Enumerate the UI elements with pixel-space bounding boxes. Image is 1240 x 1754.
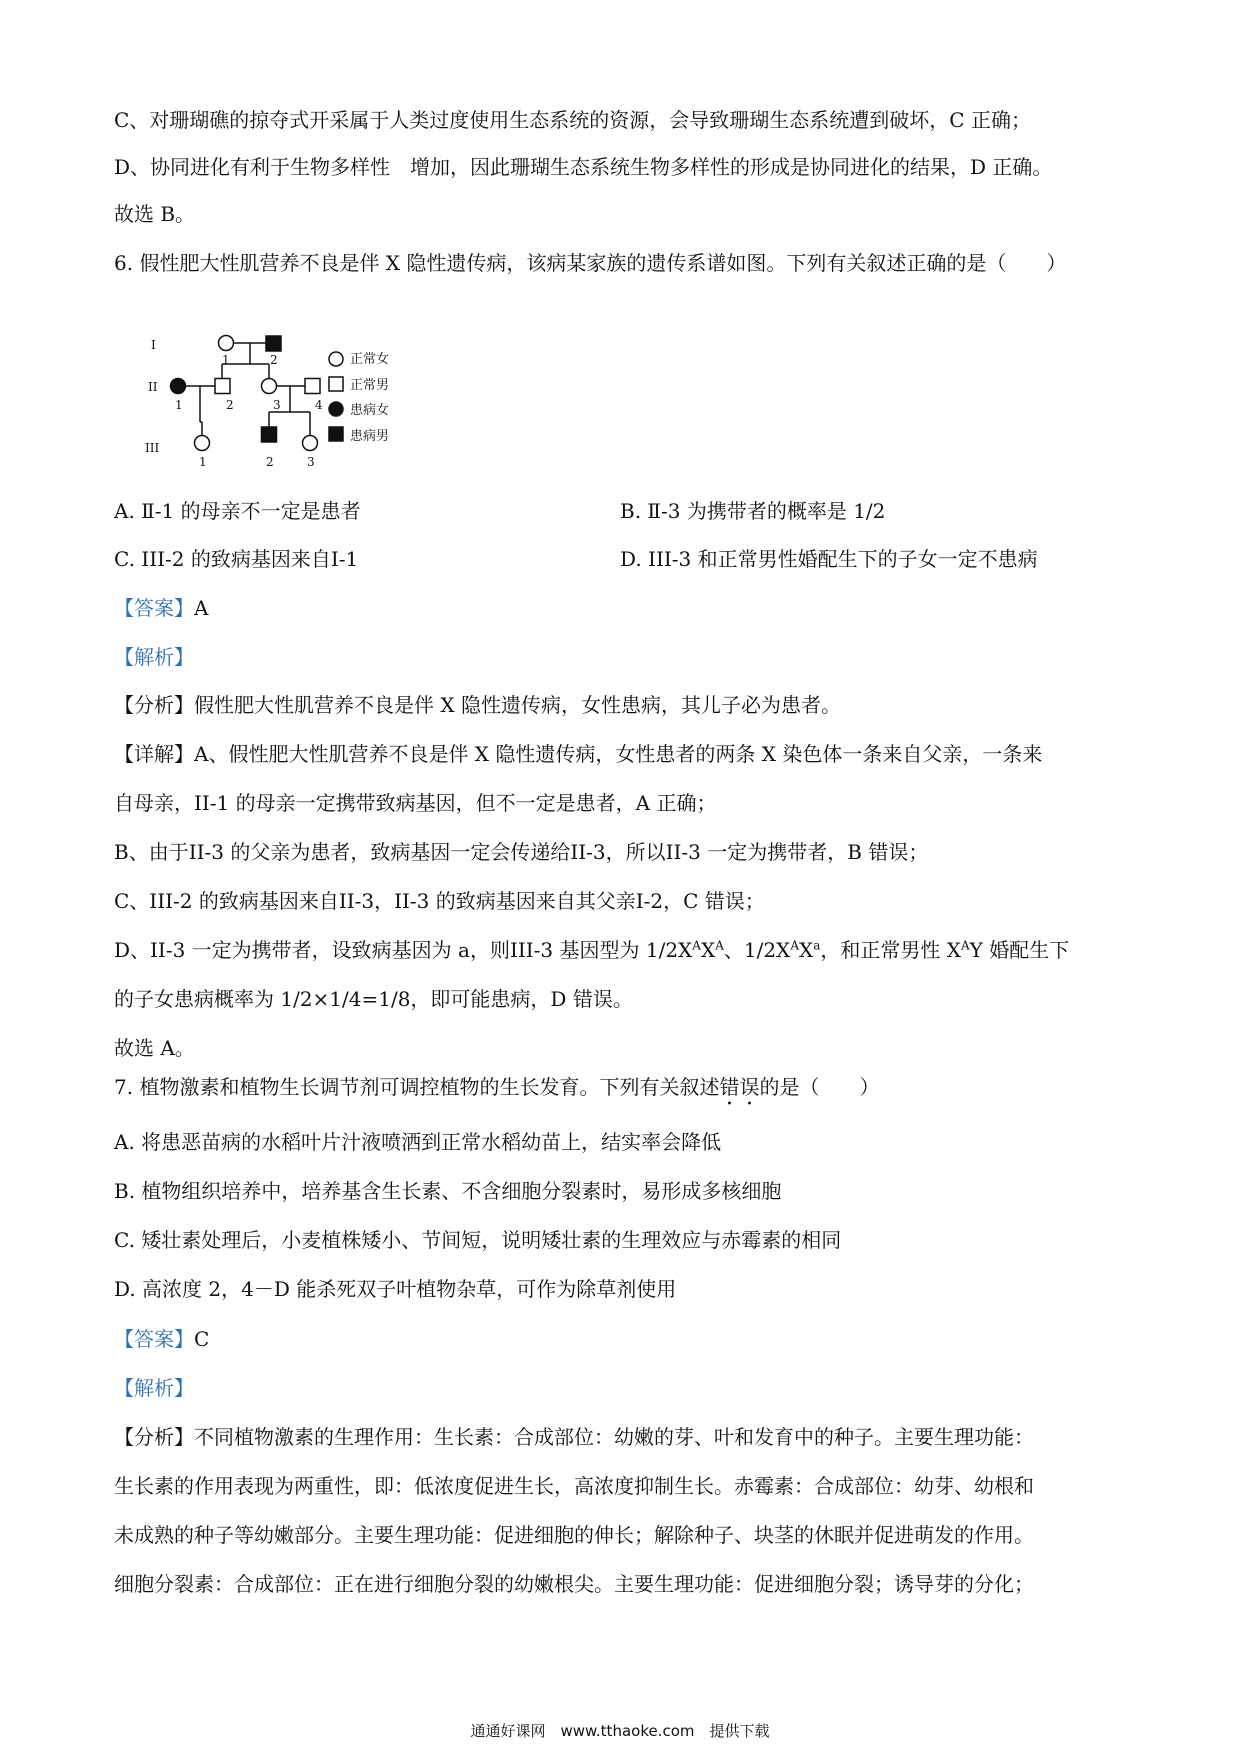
xj5-s5: A: [961, 938, 970, 953]
q6-xiangjie-3: B、由于II-3 的父亲为患者，致病基因一定会传递给II-3，所以II-3 一定为携带者，B 错误；: [114, 840, 929, 864]
num-II1: 1: [175, 398, 183, 412]
xj5-p2: X: [700, 938, 716, 962]
xj5-p1: D、II-3 一定为携带者，设致病基因为 a，则III-3 基因型为 1/2X: [114, 938, 693, 962]
gen-label-I: I: [151, 338, 156, 352]
xj5-p4: X: [798, 938, 814, 962]
line-c-coral: C、对珊瑚礁的掠夺式开采属于人类过度使用生态系统的资源，会导致珊瑚生态系统遭到破坏，C 正确；: [114, 108, 1031, 132]
q7-option-d: D. 高浓度 2，4－D 能杀死双子叶植物杂草，可作为除草剂使用: [114, 1277, 677, 1301]
q6-option-d: D. III-3 和正常男性婚配生下的子女一定不患病: [620, 547, 1038, 571]
page-footer: 通通好课网 www.tthaoke.com 提供下载: [470, 1722, 770, 1740]
q6-xiangjie-6: 的子女患病概率为 1/2×1/4=1/8，即可能患病，D 错误。: [114, 987, 633, 1011]
pedigree-II1-affected-female: [171, 379, 186, 394]
legend-affected-male: 患病男: [350, 429, 390, 444]
pedigree-III2-affected-male: [262, 427, 277, 442]
pedigree-III3-normal-female: [303, 436, 318, 451]
q6-fenxi: [114, 691, 841, 719]
q7-answer-value: C: [194, 1327, 210, 1351]
q7-jiexi: 【解析】: [114, 1376, 194, 1400]
pedigree-chart: [140, 322, 450, 482]
q6-answer: [114, 594, 208, 622]
xiangjie-tag: 【详解】: [114, 742, 194, 766]
q7-option-c: C. 矮壮素处理后，小麦植株矮小、节间短，说明矮壮素的生理效应与赤霉素的相同: [114, 1228, 842, 1252]
q6-xiangjie-4: C、III-2 的致病基因来自II-3，II-3 的致病基因来自其父亲I-2，C 错误；: [114, 889, 765, 913]
q6-xiangjie-2: 自母亲，II-1 的母亲一定携带致病基因，但不一定是患者，A 正确；: [114, 791, 717, 815]
q6-option-b: B. Ⅱ-3 为携带者的概率是 1/2: [620, 499, 886, 523]
pedigree-II2-normal-male: [215, 379, 230, 394]
q7-answer: [114, 1325, 209, 1353]
legend-affected-female: 患病女: [350, 403, 390, 418]
q7-stem-pre: 7. 植物激素和植物生长调节剂可调控植物的生长发育。下列有关叙述: [114, 1075, 720, 1099]
q7-option-b: B. 植物组织培养中，培养基含生长素、不含细胞分裂素时，易形成多核细胞: [114, 1179, 782, 1203]
pedigree-I2-affected-male: [266, 336, 281, 351]
num-I1: 1: [222, 353, 230, 367]
xj5-p6: Y 婚配生下: [969, 938, 1070, 962]
num-I2: 2: [270, 353, 278, 367]
q7-fenxi-2: 生长素的作用表现为两重性，即：低浓度促进生长，高浓度抑制生长。赤霉素：合成部位：幼芽、幼根和: [114, 1474, 1034, 1498]
q6-xiangjie-1: [114, 740, 1042, 768]
xj5-p5: ，和正常男性 X: [820, 938, 961, 962]
xiangjie-text: A、假性肥大性肌营养不良是伴 X 隐性遗传病，女性患者的两条 X 染色体一条来自父亲，一条来: [194, 742, 1043, 766]
pedigree-III1-normal-female: [195, 436, 210, 451]
num-III3: 3: [307, 455, 315, 469]
pedigree-II3-normal-female: [262, 379, 277, 394]
q7-option-a: A. 将患恶苗病的水稻叶片汁液喷洒到正常水稻幼苗上，结实率会降低: [114, 1130, 722, 1154]
q7-stem-post: 的是（ ）: [759, 1075, 880, 1099]
q6-option-c: C. III-2 的致病基因来自Ⅰ-1: [114, 547, 359, 571]
question-6-stem: 6. 假性肥大性肌营养不良是伴 X 隐性遗传病，该病某家族的遗传系谱如图。下列有关叙述正确的是（ ）: [114, 251, 1067, 275]
legend-normal-male-icon: [329, 377, 343, 391]
gen-label-II: II: [148, 380, 158, 394]
q6-guxuan: 故选 A。: [114, 1036, 195, 1060]
q6-option-a: A. Ⅱ-1 的母亲不一定是患者: [114, 499, 361, 523]
pedigree-II4-normal-male: [305, 379, 320, 394]
q7-answer-tag: 【答案】: [114, 1327, 194, 1351]
legend-normal-female: 正常女: [350, 352, 390, 367]
xj5-s1: A: [692, 938, 701, 953]
q6-jiexi: 【解析】: [114, 645, 194, 669]
gen-label-III: III: [145, 441, 160, 455]
q7-fenxi-tag: 【分析】: [114, 1425, 194, 1449]
q7-stem-emph: 错误: [719, 1075, 760, 1099]
legend-normal-female-icon: [329, 352, 343, 366]
answer-value: A: [194, 596, 209, 620]
num-II3: 3: [273, 398, 281, 412]
line-answer-b: 故选 B。: [114, 202, 196, 226]
pedigree-I1-normal-female: [219, 336, 234, 351]
fenxi-text: 假性肥大性肌营养不良是伴 X 隐性遗传病，女性患病，其儿子必为患者。: [194, 693, 841, 717]
num-III1: 1: [199, 455, 207, 469]
q7-fenxi-4: 细胞分裂素：合成部位：正在进行细胞分裂的幼嫩根尖。主要生理功能：促进细胞分裂；诱导芽的分化；: [114, 1572, 1034, 1596]
fenxi-tag: 【分析】: [114, 693, 194, 717]
xj5-p3: 、1/2X: [723, 938, 791, 962]
q7-fenxi-1: [114, 1423, 1034, 1451]
xj5-s2: A: [715, 938, 724, 953]
q7-fenxi-text: 不同植物激素的生理作用：生长素：合成部位：幼嫩的芽、叶和发育中的种子。主要生理功能：: [194, 1425, 1034, 1449]
num-II4: 4: [315, 398, 323, 412]
q7-fenxi-3: 未成熟的种子等幼嫩部分。主要生理功能：促进细胞的伸长；解除种子、块茎的休眠并促进萌发的作用。: [114, 1523, 1034, 1547]
legend-normal-male: 正常男: [350, 378, 390, 393]
answer-tag: 【答案】: [114, 596, 194, 620]
legend-affected-male-icon: [329, 427, 343, 441]
q6-xiangjie-5: [114, 936, 1069, 964]
xj5-s3: A: [790, 938, 799, 953]
num-III2: 2: [266, 455, 274, 469]
line-d-coevolution: D、协同进化有利于生物多样性 增加，因此珊瑚生态系统生物多样性的形成是协同进化的结果，D 正确。: [114, 155, 1053, 179]
xj5-s4: a: [813, 938, 821, 953]
question-7-stem: [114, 1073, 879, 1110]
num-II2: 2: [226, 398, 234, 412]
legend-affected-female-icon: [329, 402, 343, 416]
